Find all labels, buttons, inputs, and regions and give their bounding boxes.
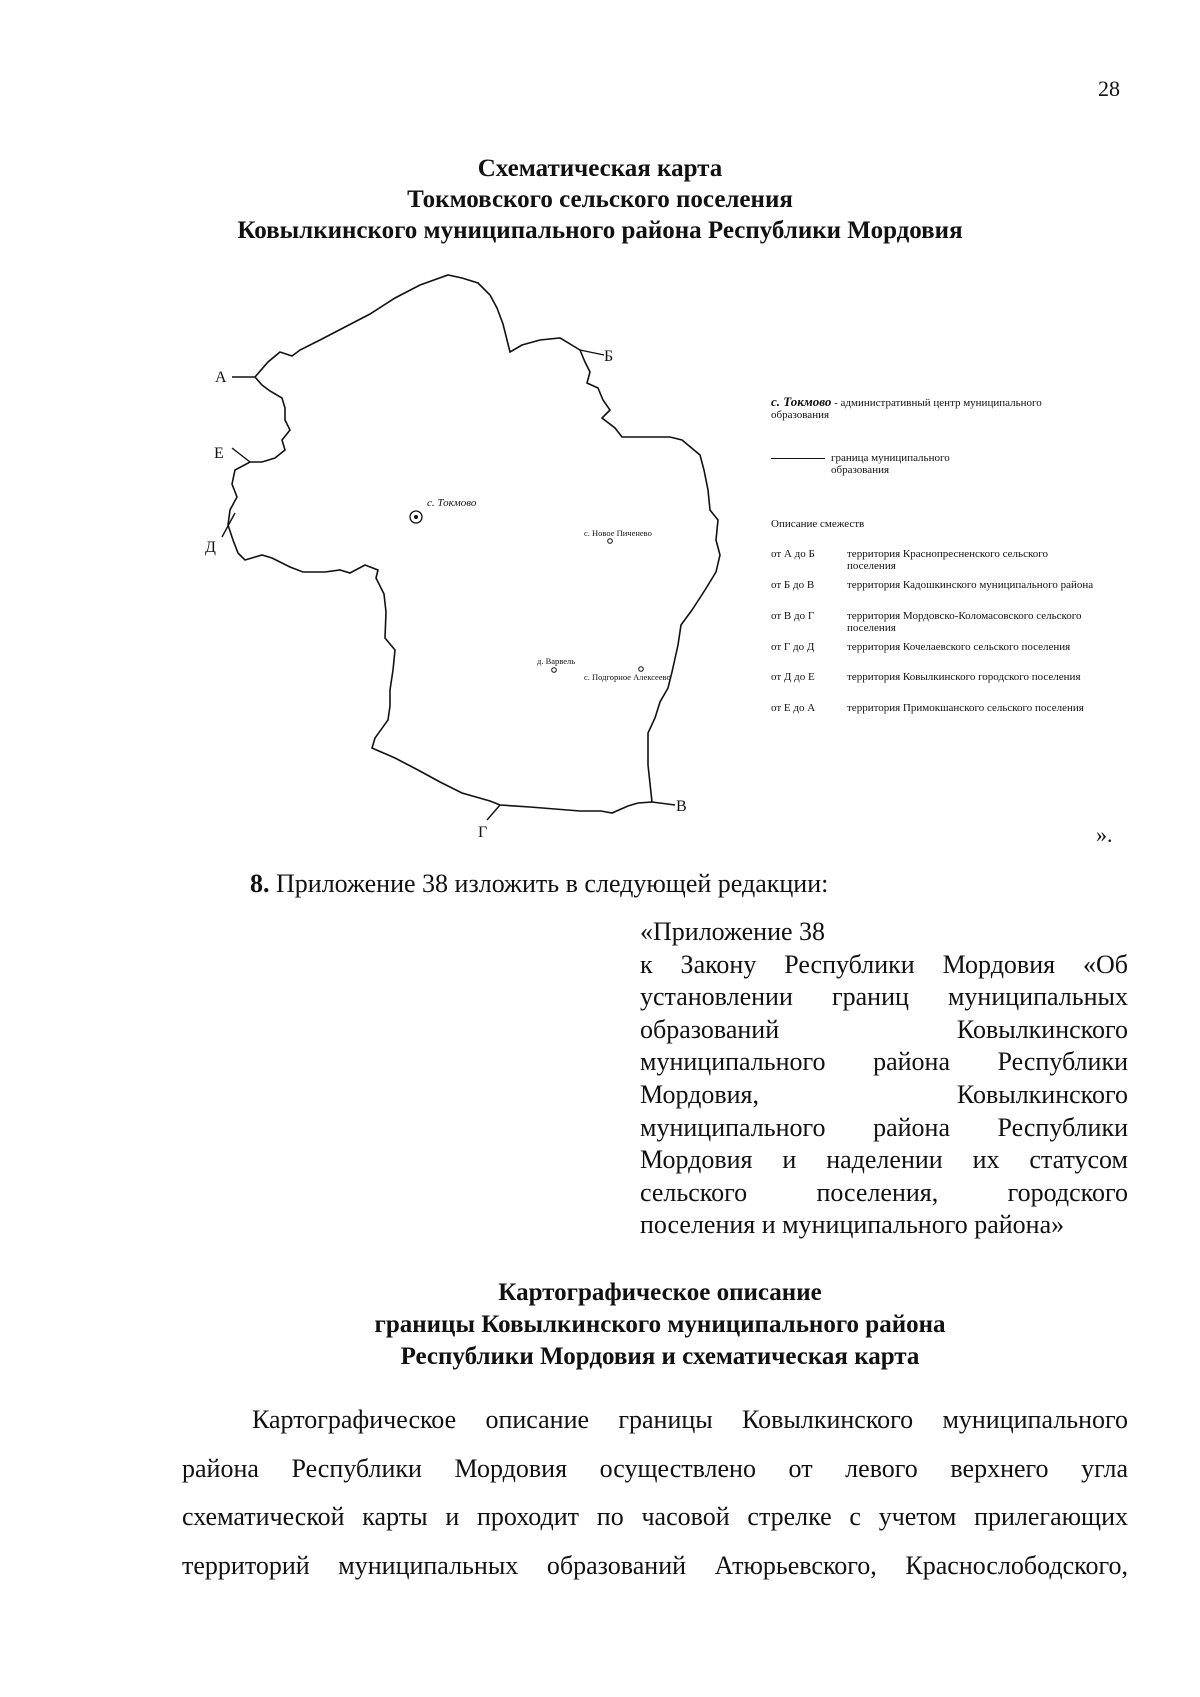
point-g-label: Г: [478, 824, 488, 841]
appendix-line: сельского поселения, городского: [640, 1177, 1128, 1207]
adjacency-desc: территория Примокшанского сельского поселения: [847, 702, 1084, 714]
section-title-line-3: Республики Мордовия и схематическая карта: [400, 1343, 920, 1370]
legend-border-label: граница муниципального образования: [831, 452, 950, 476]
adjacency-desc: территория Мордовско-Коломасовского сельского поселения: [847, 610, 1082, 634]
appendix-line: муниципального района Республики: [640, 1047, 1128, 1077]
tick-b: [580, 350, 604, 355]
tokmovo-marker: [410, 511, 422, 523]
appendix-line: образований Ковылкинского: [640, 1014, 1128, 1044]
section-title-line-2: границы Ковылкинского муниципального района: [374, 1311, 946, 1338]
point-a-label: А: [215, 369, 227, 386]
tick-g: [487, 805, 500, 820]
adjacency-range: от В до Г: [771, 610, 815, 622]
point-v-label: В: [676, 798, 687, 815]
novoe-pichenevo-marker: [608, 539, 613, 544]
tokmovo-label: с. Токмово: [427, 497, 477, 509]
description-line: территорий муниципальных образований Атюрьевского, Краснослободского,: [182, 1550, 1128, 1580]
adjacency-range: от Г до Д: [771, 641, 815, 653]
settlement-boundary: [228, 275, 720, 813]
description-paragraph: [182, 1396, 1128, 1590]
tick-v: [652, 802, 675, 805]
item-8-number: 8.: [250, 869, 270, 898]
tick-e: [232, 448, 250, 462]
podgornoe-alekseevo-marker: [639, 667, 644, 672]
point-b-label: Б: [604, 348, 614, 365]
novoe-pichenevo-label: с. Новое Пиченево: [584, 528, 652, 538]
appendix-line: Мордовия, Ковылкинского: [640, 1079, 1128, 1109]
appendix-line: установлении границ муниципальных: [640, 982, 1128, 1012]
appendix-line: муниципального района Республики: [640, 1112, 1128, 1142]
appendix-line: к Закону Республики Мордовия «Об: [640, 949, 1128, 979]
adjacency-range: от Е до А: [771, 702, 816, 714]
adjacency-desc: территория Ковылкинского городского поселения: [847, 671, 1081, 683]
section-title-line-1: Картографическое описание: [498, 1279, 822, 1306]
description-line: Картографическое описание границы Ковылкинского муниципального: [252, 1405, 1128, 1434]
point-d-label: Д: [205, 539, 216, 556]
page-number: 28: [1098, 76, 1120, 101]
appendix-line: «Приложение 38: [640, 917, 826, 946]
item-8-text: Приложение 38 изложить в следующей редакции:: [269, 869, 829, 898]
boundary-line-symbol: [771, 458, 825, 459]
legend-center-name: с. Токмово: [771, 394, 832, 409]
adjacency-title: Описание смежеств: [771, 518, 865, 530]
adjacency-desc: территория Краснопресненского сельского поселения: [847, 548, 1048, 572]
appendix-header: [640, 916, 1128, 1242]
item-8: [250, 869, 828, 899]
point-e-label: Е: [214, 445, 224, 462]
varvel-label: д. Варвель: [537, 656, 576, 666]
legend-admin-center: [771, 396, 1051, 421]
adjacency-range: от Б до В: [771, 579, 815, 591]
legend-center-desc: - административный центр муниципального образования: [771, 397, 1042, 421]
appendix-line: поселения и муниципального района»: [640, 1210, 1065, 1240]
description-line: схематической карты и проходит по часовой стрелке с учетом прилегающих: [182, 1502, 1128, 1531]
closing-quote: ».: [1096, 822, 1113, 847]
podgornoe-alekseevo-label: с. Подгорное Алексеево: [584, 672, 671, 682]
adjacency-range: от А до Б: [771, 548, 815, 560]
description-line: района Республики Мордовия осуществлено от левого верхнего угла: [182, 1453, 1128, 1483]
map-title-line-2: Токмовского сельского поселения: [407, 186, 793, 213]
appendix-line: Мордовия и наделении их статусом: [640, 1145, 1128, 1175]
legend-boundary: [771, 452, 1051, 476]
adjacency-desc: территория Кадошкинского муниципального района: [847, 579, 1094, 591]
adjacency-desc: территория Кочелаевского сельского поселения: [847, 641, 1071, 653]
map-title-line-3: Ковылкинского муниципального района Республики Мордовия: [237, 217, 963, 244]
varvel-marker: [552, 668, 557, 673]
adjacency-range: от Д до Е: [771, 671, 815, 683]
section-title: [0, 1277, 1200, 1373]
map-title-line-1: Схематическая карта: [477, 155, 723, 182]
